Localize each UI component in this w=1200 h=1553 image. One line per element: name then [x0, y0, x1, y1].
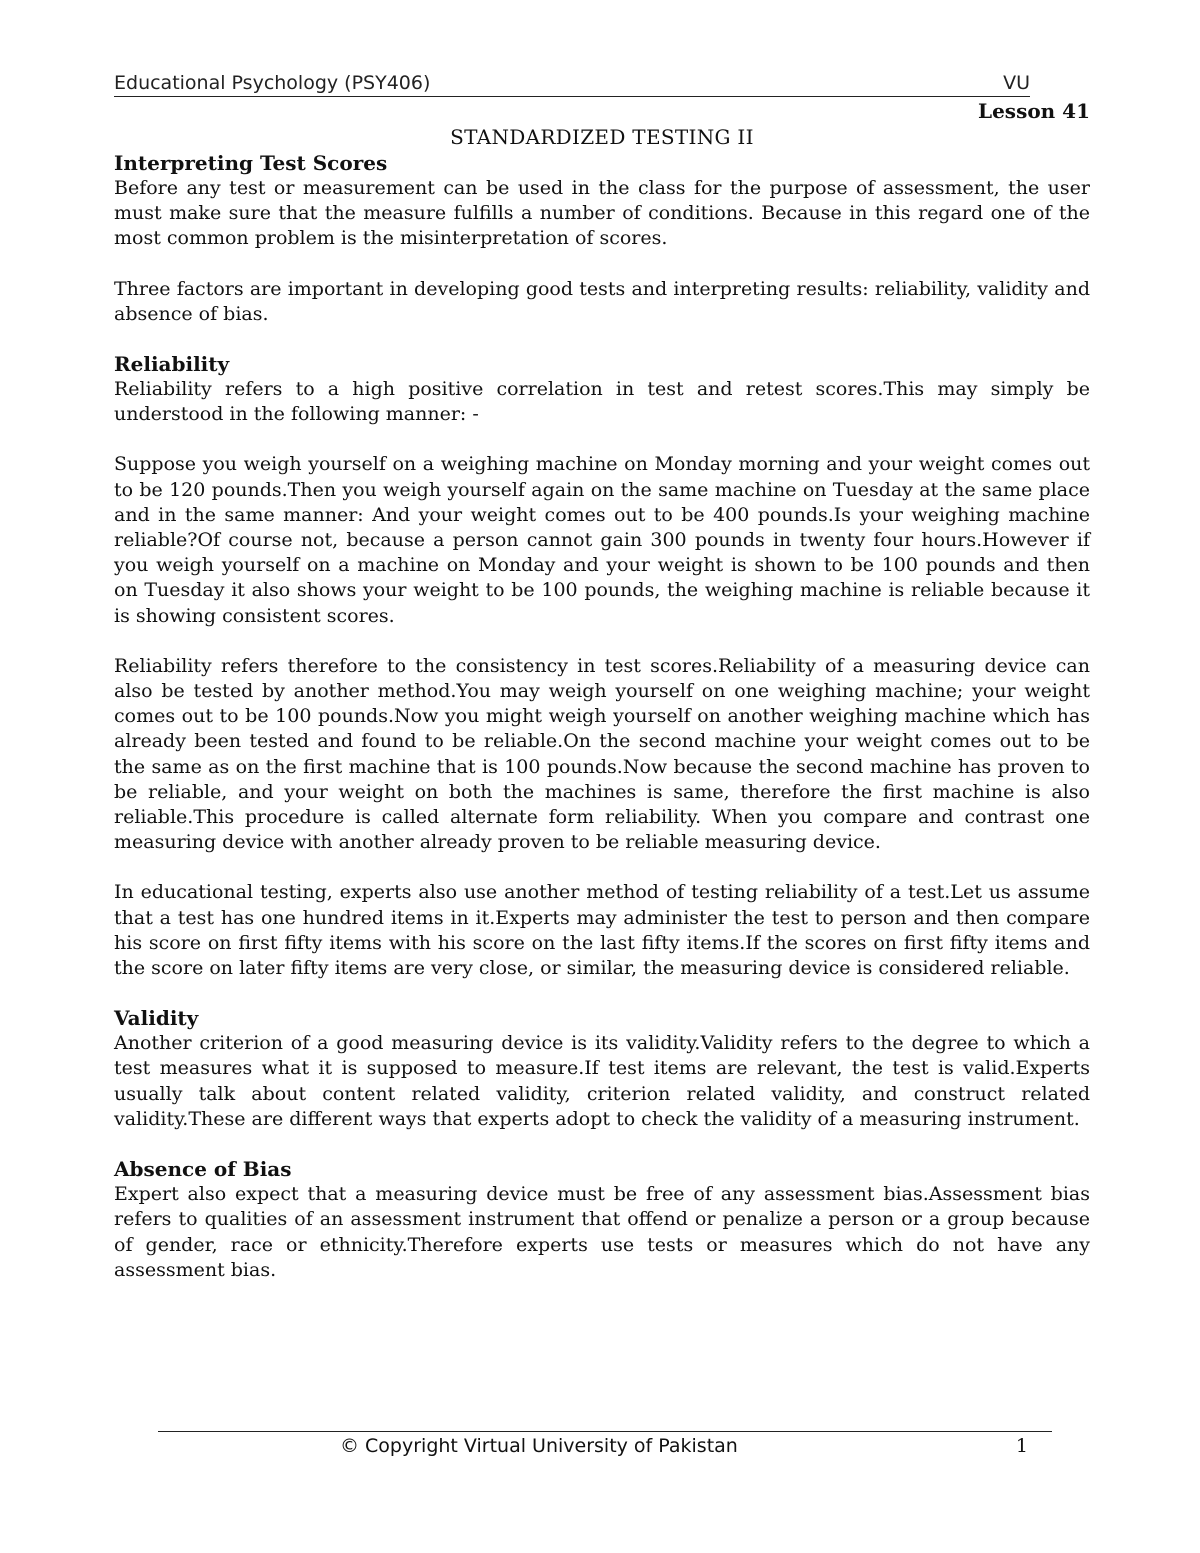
- paragraph-reliability-3: Reliability refers therefore to the consistency in test scores.Reliability of a measuring device can also be tested by another method.You may weigh yourself on one weighing machine; your weight comes out to be 100 pounds.Now you might weigh yourself on another weighing machine which has already been tested and found to be reliable.On the second machine your weight comes out to be the same as on the first machine that is 100 pounds.Now because the second machine has proven to be reliable, and your weight on both the machines is same, therefore the first machine is also reliable.This procedure is called alternate form reliability. When you compare and contrast one measuring device with another already proven to be reliable measuring device.: [114, 654, 1090, 854]
- institution-code: VU: [1003, 72, 1030, 94]
- paragraph-reliability-4: In educational testing, experts also use another method of testing reliability of a test.Let us assume that a test has one hundred items in it.Experts may administer the test to person and then compare his score on first fifty items with his score on the last fifty items.If the scores on first fifty items and the score on later fifty items are very close, or similar, the measuring device is considered reliable.: [114, 881, 1090, 980]
- paragraph-bias-1: Expert also expect that a measuring device must be free of any assessment bias.Assessment bias refers to qualities of an assessment instrument that offend or penalize a person or a group because of gender, race or ethnicity.Therefore experts use tests or measures which do not have any assessment bias.: [114, 1183, 1090, 1281]
- paragraph-interpreting-1: Before any test or measurement can be used in the class for the purpose of assessment, the user must make sure that the measure fulfills a number of conditions. Because in this regard one of the most common problem is the misinterpretation of scores.: [114, 177, 1090, 250]
- heading-interpreting-test-scores: Interpreting Test Scores: [114, 151, 388, 175]
- heading-reliability: Reliability: [114, 352, 230, 377]
- page-number: 1: [1015, 1435, 1028, 1457]
- document-page: [114, 70, 1090, 1283]
- lesson-number: Lesson 41: [978, 99, 1090, 123]
- course-title: Educational Psychology (PSY406): [114, 72, 431, 94]
- paragraph-interpreting-2: Three factors are important in developing good tests and interpreting results: reliability, validity and absence of bias.: [114, 277, 1090, 325]
- paragraph-reliability-2: Suppose you weigh yourself on a weighing machine on Monday morning and your weight comes out to be 120 pounds.Then you weigh yourself again on the same machine on Tuesday at the same place and in the same manner: And your weight comes out to be 400 pounds.Is your weighing machine reliable?Of course not, because a person cannot gain 300 pounds in twenty four hours.However if you weigh yourself on a machine on Monday and your weight is shown to be 100 pounds and then on Tuesday it also shows your weight to be 100 pounds, the weighing machine is reliable because it is showing consistent scores.: [114, 453, 1090, 627]
- paragraph-validity-1: Another criterion of a good measuring device is its validity.Validity refers to the degree to which a test measures what it is supposed to measure.If test items are relevant, the test is valid.Experts usually talk about content related validity, criterion related validity, and construct related validity.These are different ways that experts adopt to check the validity of a measuring instrument.: [114, 1032, 1090, 1130]
- paragraph-reliability-1: Reliability refers to a high positive correlation in test and retest scores.This may simply be understood in the following manner: -: [114, 378, 1090, 426]
- page-title: STANDARDIZED TESTING II: [450, 125, 754, 149]
- page-footer: [158, 1431, 1052, 1457]
- heading-validity: Validity: [114, 1006, 199, 1031]
- heading-absence-of-bias: Absence of Bias: [114, 1157, 292, 1182]
- page-header: [114, 70, 1030, 97]
- copyright-notice: © Copyright Virtual University of Pakistan: [340, 1435, 738, 1457]
